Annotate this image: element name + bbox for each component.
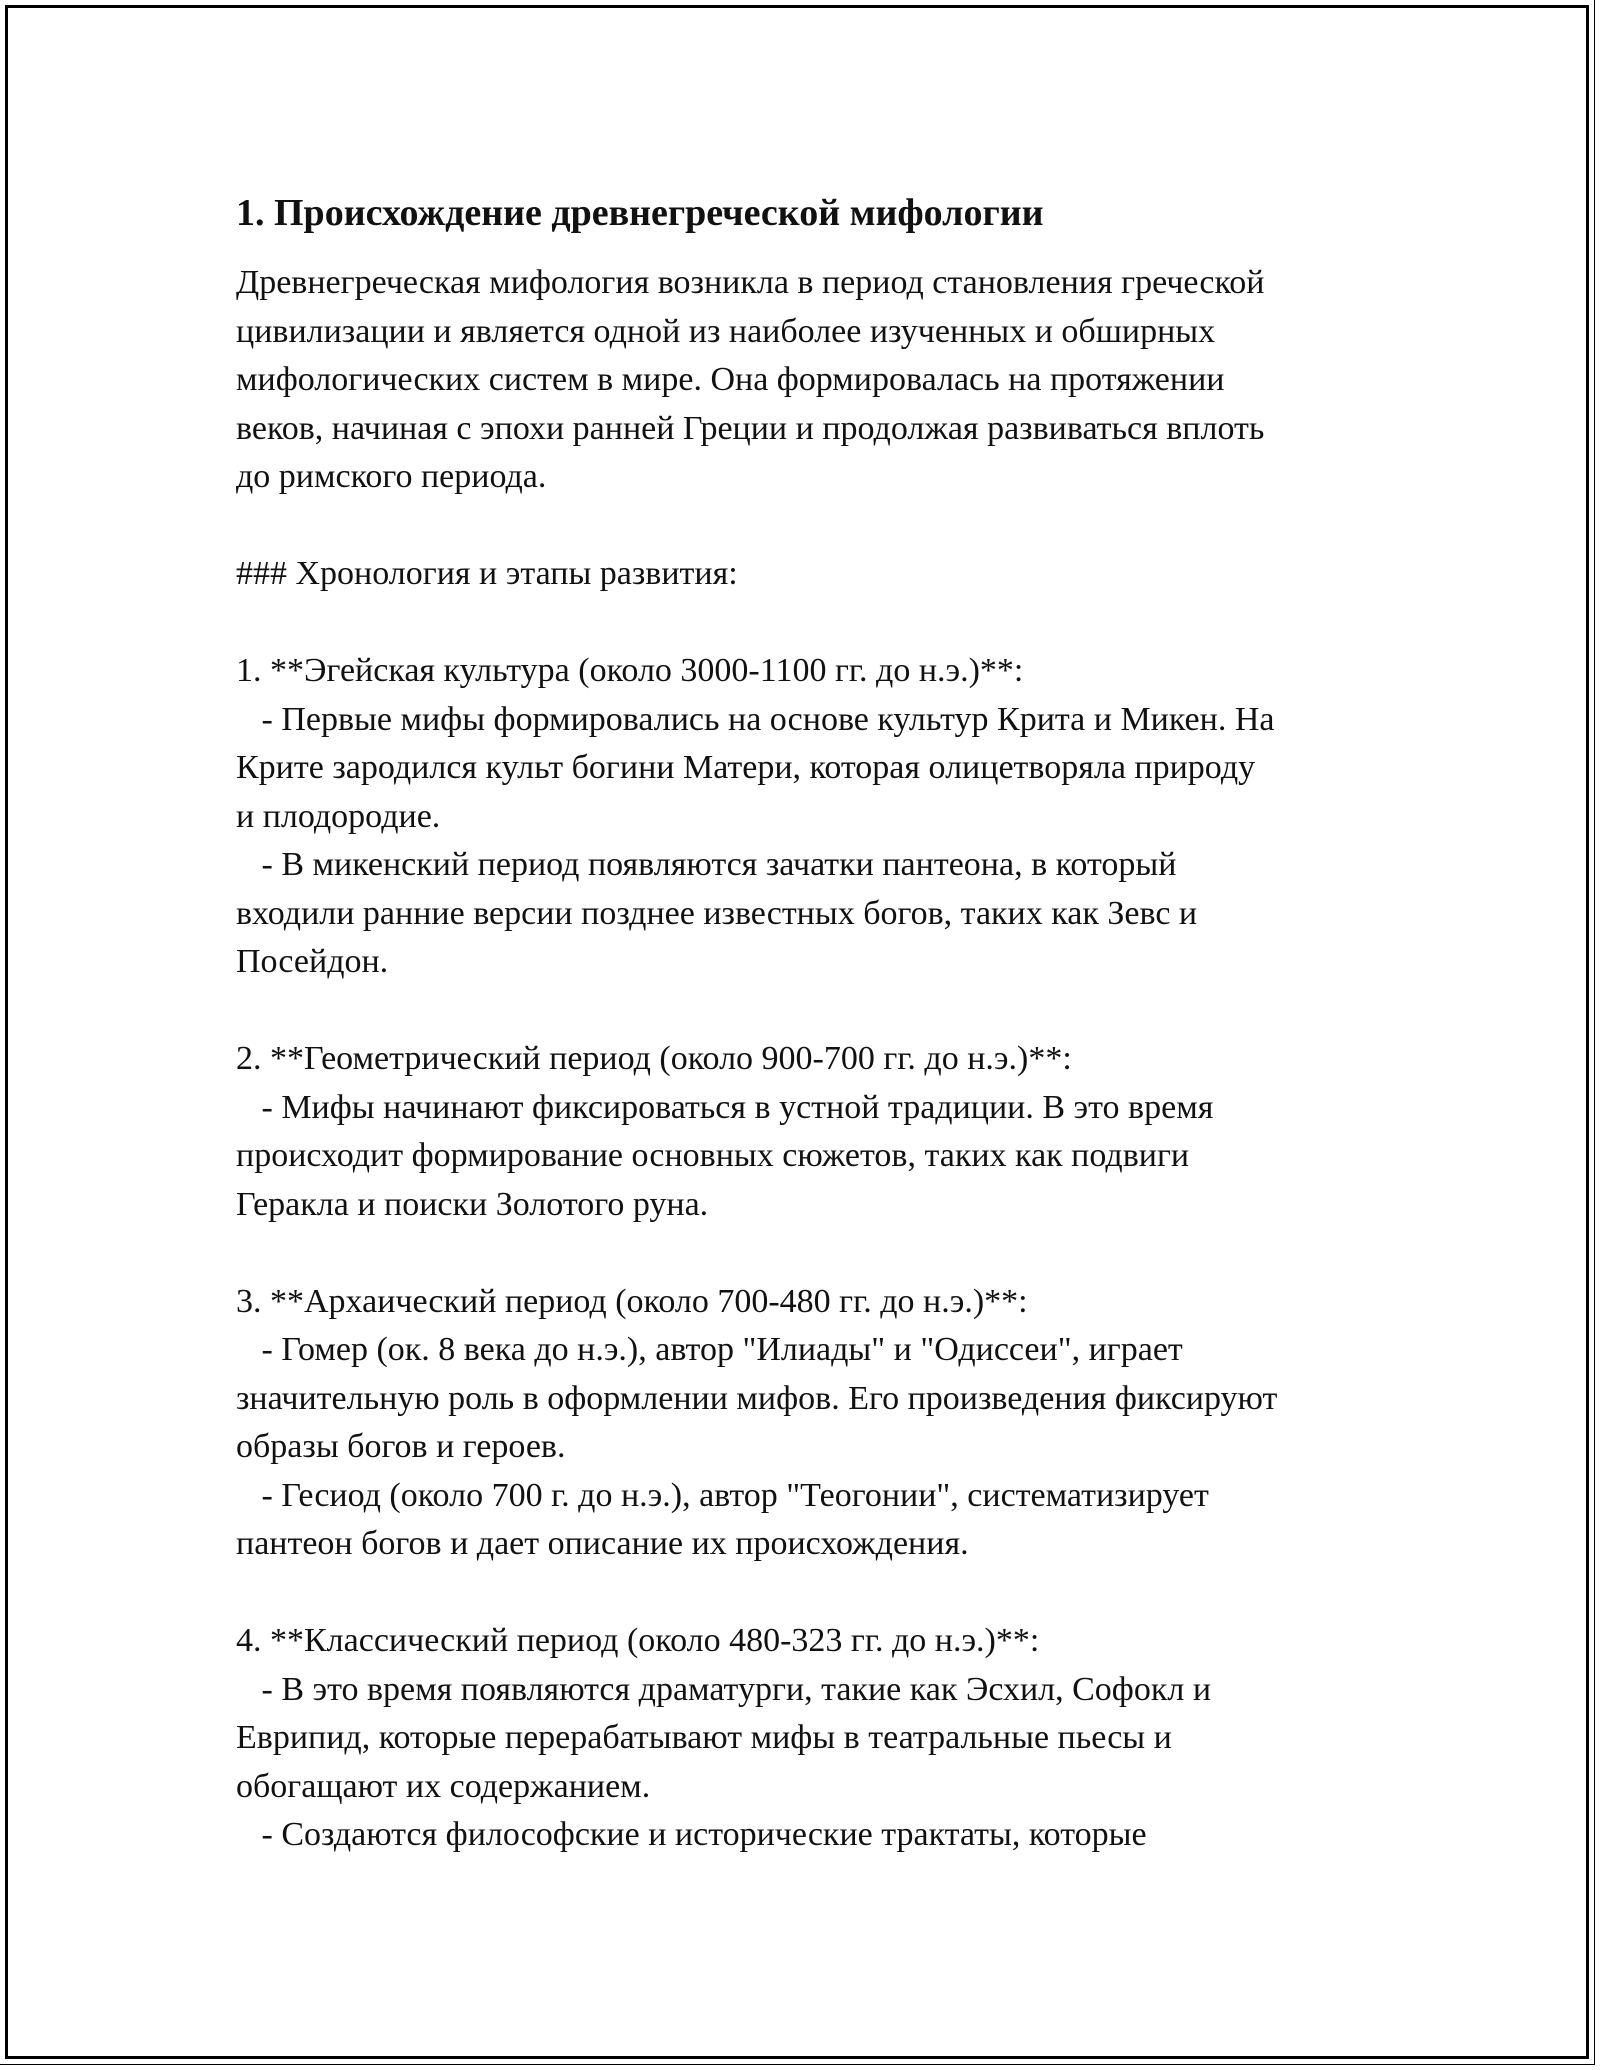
- section-classical: [236, 1617, 1396, 1860]
- section-line: - Гомер (ок. 8 века до н.э.), автор "Илиады" и "Одиссеи", играет: [236, 1331, 1183, 1368]
- spacer: [236, 599, 1396, 648]
- section-line: обогащают их содержанием.: [236, 1767, 651, 1805]
- intro-line: до римского периода.: [236, 458, 547, 495]
- section-line: - Гесиод (около 700 г. до н.э.), автор "Теогонии", систематизирует: [236, 1476, 1209, 1514]
- intro-line: цивилизации и является одной из наиболее изученных и обширных: [236, 312, 1216, 350]
- section-line: входили ранние версии позднее известных богов, таких как Зевс и: [236, 894, 1198, 932]
- section-line: значительную роль в оформлении мифов. Его произведения фиксируют: [236, 1379, 1278, 1417]
- spacer: [236, 502, 1396, 551]
- document-title: 1. Происхождение древнегреческой мифологии: [236, 192, 1044, 234]
- section-line: Еврипид, которые перерабатывают мифы в театральные пьесы и: [236, 1719, 1172, 1756]
- section-line: Геракла и поиски Золотого руна.: [236, 1185, 709, 1223]
- section-line: - В это время появляются драматурги, такие как Эсхил, Софокл и: [236, 1670, 1212, 1708]
- spacer: [236, 1229, 1396, 1278]
- section-line: пантеон богов и дает описание их происхождения.: [236, 1525, 969, 1562]
- section-line: - Мифы начинают фиксироваться в устной традиции. В это время: [236, 1088, 1214, 1126]
- section-line: Посейдон.: [236, 943, 389, 980]
- section-line: - В микенский период появляются зачатки пантеона, в который: [236, 846, 1177, 883]
- intro-line: Древнегреческая мифология возникла в период становления греческой: [236, 264, 1265, 301]
- section-aegean: [236, 647, 1396, 987]
- intro-paragraph: [236, 259, 1396, 502]
- intro-line: веков, начиная с эпохи ранней Греции и продолжая развиваться вплоть: [236, 409, 1265, 447]
- section-heading: 4. **Классический период (около 480-323 гг. до н.э.)**:: [236, 1622, 1040, 1659]
- section-archaic: [236, 1278, 1396, 1569]
- document-body: [236, 185, 1396, 1860]
- section-line: Крите зародился культ богини Матери, которая олицетворяла природу: [236, 749, 1256, 786]
- section-heading: 1. **Эгейская культура (около 3000-1100 гг. до н.э.)**:: [236, 652, 1024, 689]
- section-subheading: ### Хронология и этапы развития:: [236, 555, 738, 592]
- spacer: [236, 1569, 1396, 1618]
- section-line: образы богов и героев.: [236, 1428, 566, 1465]
- section-line: и плодородие.: [236, 797, 441, 835]
- section-heading: 3. **Архаический период (около 700-480 гг. до н.э.)**:: [236, 1282, 1028, 1320]
- section-line: - Создаются философские и исторические трактаты, которые: [236, 1816, 1147, 1853]
- section-heading: 2. **Геометрический период (около 900-700 гг. до н.э.)**:: [236, 1040, 1072, 1077]
- section-geometric: [236, 1035, 1396, 1229]
- spacer: [236, 987, 1396, 1036]
- section-line: - Первые мифы формировались на основе культур Крита и Микен. На: [236, 700, 1275, 738]
- section-line: происходит формирование основных сюжетов, таких как подвиги: [236, 1137, 1190, 1174]
- intro-line: мифологических систем в мире. Она формировалась на протяжении: [236, 361, 1225, 398]
